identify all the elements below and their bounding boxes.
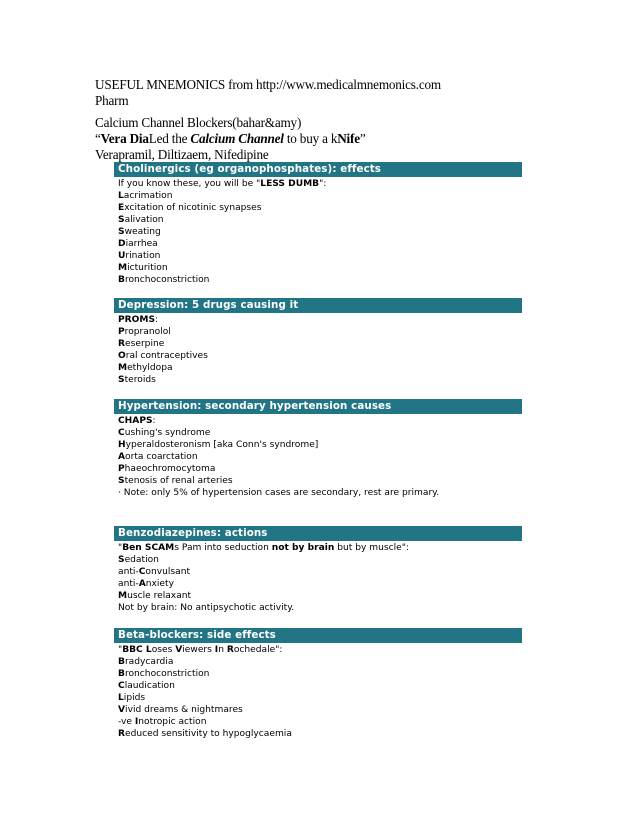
list-item xyxy=(118,668,522,680)
source-title: USEFUL MNEMONICS from http://www.medicalmnemonics.com xyxy=(95,77,441,92)
section-header: Depression: 5 drugs causing it xyxy=(114,298,522,313)
text-fragment: C xyxy=(138,567,146,577)
text-fragment: but by muscle": xyxy=(334,543,409,553)
text-fragment: iarrhea xyxy=(125,239,158,249)
list-item xyxy=(118,692,522,704)
text-fragment: R xyxy=(118,339,126,349)
text-fragment: ushing's syndrome xyxy=(124,428,211,438)
text-fragment: weating xyxy=(124,227,161,237)
text-fragment: I xyxy=(134,717,139,727)
text-fragment: V xyxy=(175,645,183,655)
section-body xyxy=(114,178,522,286)
mnemonic-section-hypertension xyxy=(114,399,522,499)
list-item xyxy=(118,704,522,716)
text-fragment: ral contraceptives xyxy=(125,351,208,361)
list-item xyxy=(118,338,522,350)
text-fragment: M xyxy=(118,363,128,373)
list-item xyxy=(118,728,522,740)
text-fragment: uscle relaxant xyxy=(127,591,192,601)
quote-fragment: e xyxy=(156,131,163,146)
text-fragment: E xyxy=(118,203,125,213)
text-fragment: nxiety xyxy=(145,579,174,589)
text-fragment: S xyxy=(118,555,125,565)
list-item xyxy=(118,427,522,439)
quote-fragment: Vera Dia xyxy=(100,131,149,146)
quote-fragment: L xyxy=(148,131,157,146)
mnemonic-section-beta-blockers xyxy=(114,628,522,740)
text-fragment: alivation xyxy=(124,215,164,225)
text-fragment: educed sensitivity to hypoglycaemia xyxy=(125,729,292,739)
text-fragment: -ve xyxy=(118,717,135,727)
text-fragment: C xyxy=(118,428,125,438)
list-item xyxy=(118,415,522,427)
list-item xyxy=(118,451,522,463)
text-fragment: n xyxy=(218,645,227,655)
list-item xyxy=(118,262,522,274)
list-item xyxy=(118,487,522,499)
text-fragment: U xyxy=(118,251,126,261)
text-fragment: Not by brain: No antipsychotic activity. xyxy=(118,603,295,613)
list-item xyxy=(118,578,522,590)
text-fragment: tenosis of renal arteries xyxy=(124,476,233,486)
text-fragment: BBC L xyxy=(122,645,152,655)
list-item xyxy=(118,178,522,190)
text-fragment: V xyxy=(118,705,126,715)
list-item xyxy=(118,439,522,451)
list-item xyxy=(118,554,522,566)
list-item xyxy=(118,314,522,326)
text-fragment: LESS DUMB xyxy=(260,179,320,189)
text-fragment: D xyxy=(118,239,126,249)
text-fragment: : xyxy=(152,416,156,426)
quote-fragment: Calcium Channel xyxy=(190,131,284,146)
section-header: Hypertension: secondary hypertension causes xyxy=(114,399,522,414)
quote-fragment: d the xyxy=(162,131,191,146)
section-body xyxy=(114,542,522,614)
text-fragment: eserpine xyxy=(125,339,165,349)
text-fragment: oses xyxy=(151,645,176,655)
list-item xyxy=(118,602,522,614)
mnemonic-section-cholinergics xyxy=(114,162,522,286)
text-fragment: : xyxy=(155,315,159,325)
text-fragment: " xyxy=(118,645,123,655)
text-fragment: B xyxy=(118,657,125,667)
text-fragment: B xyxy=(118,669,125,679)
text-fragment: s Pam into seduction xyxy=(174,543,272,553)
text-fragment: L xyxy=(118,693,124,703)
list-item xyxy=(118,238,522,250)
section-header: Cholinergics (eg organophosphates): effects xyxy=(114,162,522,177)
text-fragment: iewers xyxy=(182,645,215,655)
mnemonic-section-depression xyxy=(114,298,522,386)
list-item xyxy=(118,590,522,602)
text-fragment: C xyxy=(118,681,125,691)
text-fragment: laudication xyxy=(124,681,175,691)
list-item xyxy=(118,463,522,475)
text-fragment: anti- xyxy=(118,567,139,577)
text-fragment: teroids xyxy=(124,375,156,385)
text-fragment: notropic action xyxy=(138,717,207,727)
text-fragment: R xyxy=(118,729,126,739)
text-fragment: · Note: only 5% of hypertension cases are secondary, rest are primary. xyxy=(118,488,440,498)
list-item xyxy=(118,214,522,226)
list-item xyxy=(118,202,522,214)
text-fragment: edation xyxy=(124,555,159,565)
list-item xyxy=(118,326,522,338)
drug-list: Verapramil, Diltizaem, Nifedipine xyxy=(95,147,269,162)
quote-fragment: to buy a k xyxy=(283,131,338,146)
text-fragment: ropranolol xyxy=(124,327,171,337)
list-item xyxy=(118,566,522,578)
text-fragment: S xyxy=(118,215,125,225)
text-fragment: If you know these, you will be " xyxy=(118,179,261,189)
text-fragment: ivid dreams & nightmares xyxy=(125,705,243,715)
text-fragment: P xyxy=(118,327,125,337)
text-fragment: ochedale": xyxy=(233,645,283,655)
text-fragment: ": xyxy=(319,179,327,189)
subject-label: Pharm xyxy=(95,93,129,108)
text-fragment: rination xyxy=(125,251,161,261)
text-fragment: H xyxy=(118,440,126,450)
text-fragment: PROMS xyxy=(118,315,155,325)
text-fragment: ronchoconstriction xyxy=(124,669,210,679)
text-fragment: " xyxy=(118,543,123,553)
text-fragment: R xyxy=(226,645,234,655)
text-fragment: anti- xyxy=(118,579,139,589)
section-body xyxy=(114,314,522,386)
text-fragment: S xyxy=(118,375,125,385)
text-fragment: onvulsant xyxy=(145,567,191,577)
text-fragment: radycardia xyxy=(124,657,174,667)
text-fragment: A xyxy=(138,579,146,589)
text-fragment: B xyxy=(118,275,125,285)
list-item xyxy=(118,656,522,668)
list-item xyxy=(118,226,522,238)
text-fragment: Ben SCAM xyxy=(122,543,175,553)
list-item xyxy=(118,374,522,386)
list-item xyxy=(118,190,522,202)
list-item xyxy=(118,274,522,286)
list-item xyxy=(118,542,522,554)
text-fragment: ethyldopa xyxy=(127,363,173,373)
section-body xyxy=(114,644,522,740)
text-fragment: ipids xyxy=(123,693,146,703)
mnemonic-quote xyxy=(95,131,366,147)
list-item xyxy=(118,680,522,692)
text-fragment: yperaldosteronism [aka Conn's syndrome] xyxy=(125,440,319,450)
section-header: Beta-blockers: side effects xyxy=(114,628,522,643)
text-fragment: ronchoconstriction xyxy=(124,275,210,285)
list-item xyxy=(118,644,522,656)
list-item xyxy=(118,362,522,374)
list-item xyxy=(118,475,522,487)
quote-fragment: ” xyxy=(359,131,366,146)
topic-heading: Calcium Channel Blockers(bahar&amy) xyxy=(95,115,302,130)
text-fragment: CHAPS xyxy=(118,416,153,426)
text-fragment: L xyxy=(118,191,124,201)
text-fragment: P xyxy=(118,464,125,474)
text-fragment: A xyxy=(118,452,126,462)
text-fragment: M xyxy=(118,591,128,601)
list-item xyxy=(118,350,522,362)
text-fragment: O xyxy=(118,351,126,361)
text-fragment: not by brain xyxy=(271,543,335,553)
mnemonic-section-benzodiazepines xyxy=(114,526,522,614)
text-fragment: xcitation of nicotinic synapses xyxy=(124,203,262,213)
text-fragment: haeochromocytoma xyxy=(124,464,216,474)
section-header: Benzodiazepines: actions xyxy=(114,526,522,541)
quote-fragment: Nife xyxy=(337,131,360,146)
text-fragment: icturition xyxy=(127,263,168,273)
text-fragment: M xyxy=(118,263,128,273)
section-body xyxy=(114,415,522,499)
quote-fragment: “ xyxy=(95,131,101,146)
text-fragment: I xyxy=(214,645,219,655)
text-fragment: orta coarctation xyxy=(125,452,198,462)
text-fragment: S xyxy=(118,227,125,237)
list-item xyxy=(118,716,522,728)
text-fragment: S xyxy=(118,476,125,486)
text-fragment: acrimation xyxy=(123,191,173,201)
list-item xyxy=(118,250,522,262)
